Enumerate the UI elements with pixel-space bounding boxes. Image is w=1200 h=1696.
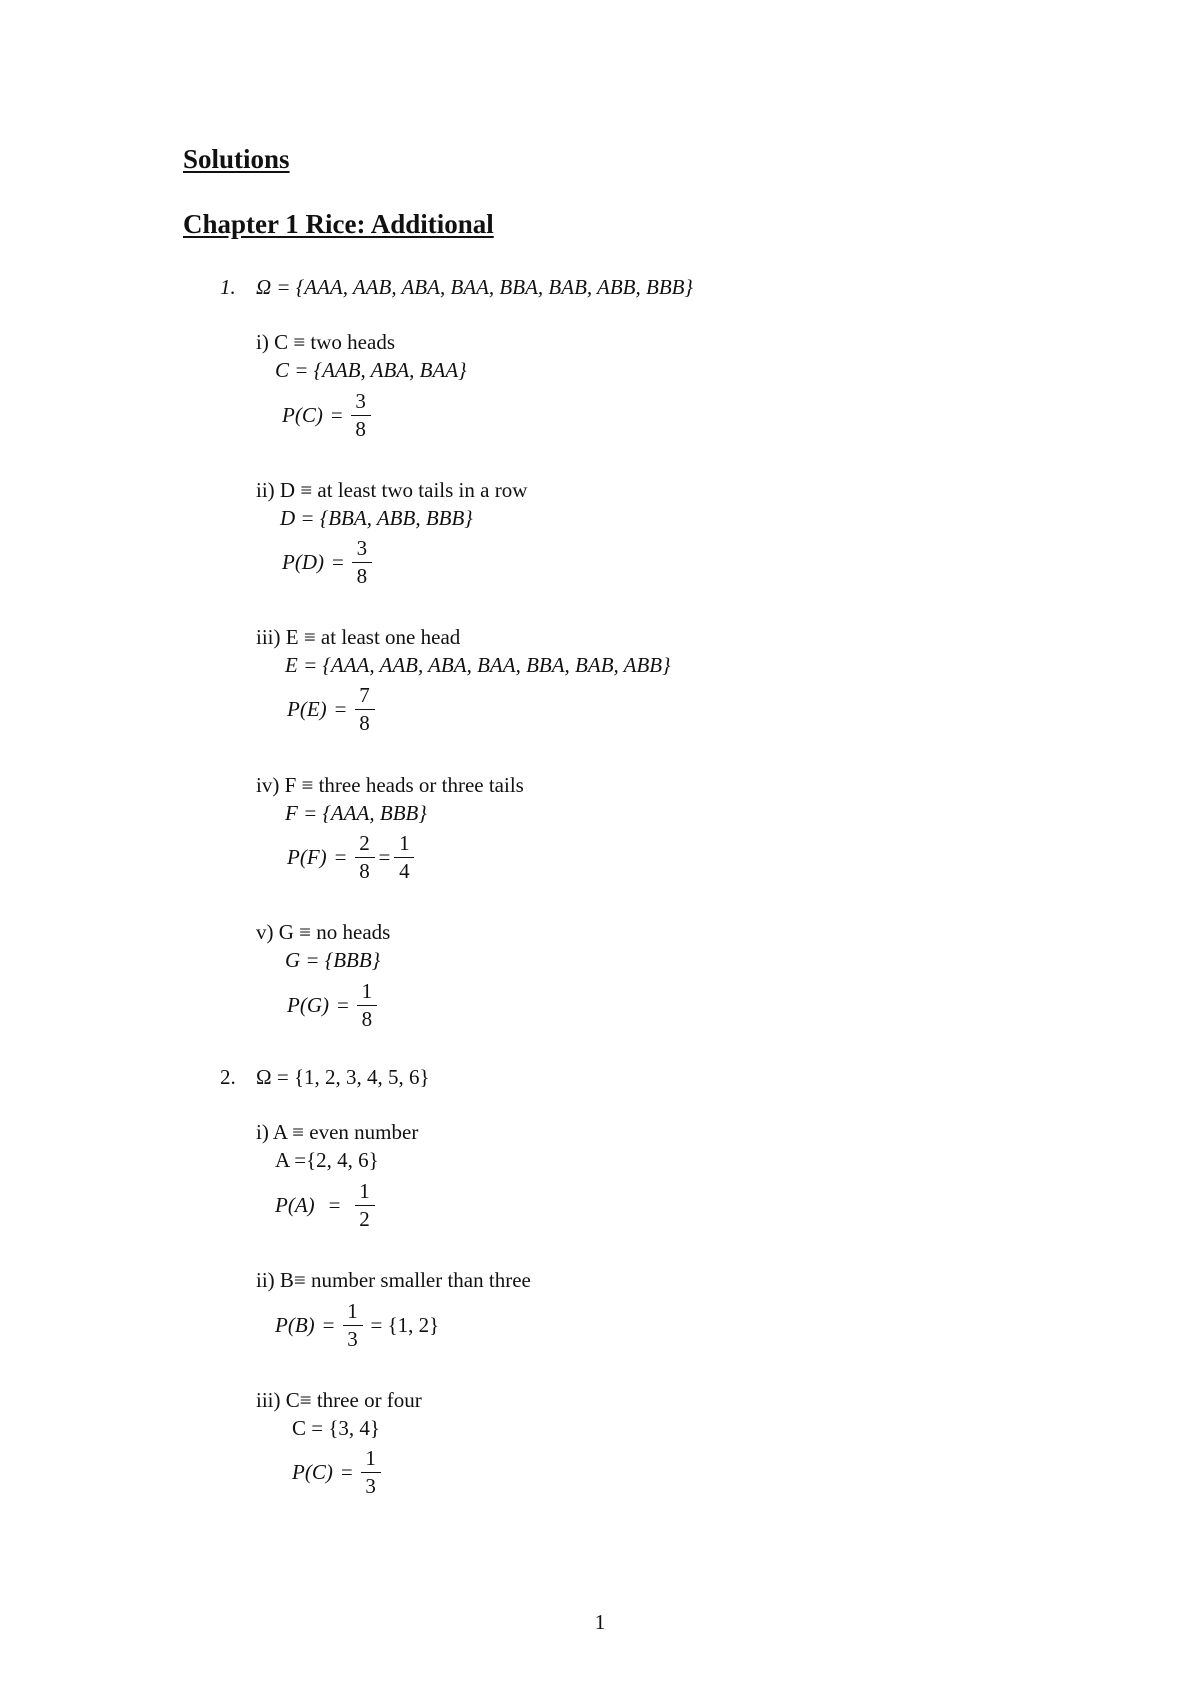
problem-2-part-iii-set: C = {3, 4} [292,1416,381,1440]
problem-1-part-v-probability [287,980,377,1030]
probability-lhs: P(A) [275,1192,315,1217]
equals-sign: = [334,696,347,721]
fraction [355,832,375,882]
denominator: 8 [355,416,366,441]
numerator: 1 [357,980,377,1006]
problem-1-part-i-definition: i) C ≡ two heads [256,330,395,354]
equals-sign: = [334,844,347,869]
set-result: = {1, 2} [370,1312,440,1337]
probability-lhs: P(C) [292,1459,333,1484]
problem-2-part-i-probability [275,1180,375,1230]
fraction [352,537,372,587]
fraction [351,390,371,440]
problem-2-number: 2. [220,1065,236,1089]
equals-sign: = [330,402,343,427]
problem-2-part-iii-definition: iii) C≡ three or four [256,1388,422,1412]
probability-lhs: P(F) [287,844,327,869]
chapter-title: Chapter 1 Rice: Additional [183,209,494,239]
equals-sign: = [378,844,391,869]
problem-1-part-ii-definition: ii) D ≡ at least two tails in a row [256,478,528,502]
problem-1-part-v-definition: v) G ≡ no heads [256,920,391,944]
probability-lhs: P(G) [287,992,329,1017]
problem-1-part-v-set: G = {BBB} [285,948,381,972]
problem-2-part-iii-probability [292,1447,381,1497]
probability-lhs: P(B) [275,1312,315,1337]
denominator: 2 [359,1206,370,1231]
denominator: 8 [356,563,368,588]
numerator: 1 [355,1180,375,1206]
denominator: 8 [359,710,370,735]
equals-sign: = [322,1312,335,1337]
problem-2-part-ii-probability [275,1300,439,1350]
fraction [357,980,377,1030]
fraction [343,1300,363,1350]
equals-sign: = [336,992,349,1017]
numerator: 3 [352,537,372,563]
probability-lhs: P(C) [282,402,323,427]
problem-1-part-iii-set: E = {AAA, AAB, ABA, BAA, BBA, BAB, ABB} [285,653,671,677]
problem-2-part-i-set: A ={2, 4, 6} [275,1148,379,1172]
problem-1-part-iv-definition: iv) F ≡ three heads or three tails [256,773,524,797]
denominator: 4 [399,858,410,883]
problem-1-sample-space: Ω = {AAA, AAB, ABA, BAA, BBA, BAB, ABB, BBB} [256,275,693,299]
problem-2-part-i-definition: i) A ≡ even number [256,1120,419,1144]
equals-sign: = [331,549,344,574]
equals-sign: = [328,1192,341,1217]
numerator: 1 [394,832,414,858]
problem-1-part-iii-definition: iii) E ≡ at least one head [256,625,461,649]
problem-1-part-i-set: C = {AAB, ABA, BAA} [275,358,467,382]
problem-1-part-i-probability [282,390,371,440]
numerator: 1 [361,1447,381,1473]
numerator: 1 [343,1300,363,1326]
problem-2-sample-space: Ω = {1, 2, 3, 4, 5, 6} [256,1065,430,1089]
denominator: 3 [365,1473,376,1498]
page-number: 1 [594,1610,606,1634]
page-title: Solutions [183,144,290,174]
problem-1-part-iii-probability [287,684,375,734]
problem-1-part-iv-set: F = {AAA, BBB} [285,801,427,825]
problem-2-part-ii-definition: ii) B≡ number smaller than three [256,1268,531,1292]
denominator: 8 [359,858,370,883]
fraction [355,684,375,734]
denominator: 8 [361,1006,373,1031]
probability-lhs: P(E) [287,696,327,721]
problem-1-part-ii-probability [282,537,372,587]
numerator: 3 [351,390,371,416]
numerator: 7 [355,684,375,710]
problem-1-part-iv-probability [287,832,414,882]
fraction [361,1447,381,1497]
denominator: 3 [347,1326,358,1351]
equals-sign: = [340,1459,353,1484]
fraction [355,1180,375,1230]
numerator: 2 [355,832,375,858]
problem-1-number: 1. [220,275,236,299]
fraction [394,832,414,882]
problem-1-part-ii-set: D = {BBA, ABB, BBB} [280,506,473,530]
probability-lhs: P(D) [282,549,324,574]
